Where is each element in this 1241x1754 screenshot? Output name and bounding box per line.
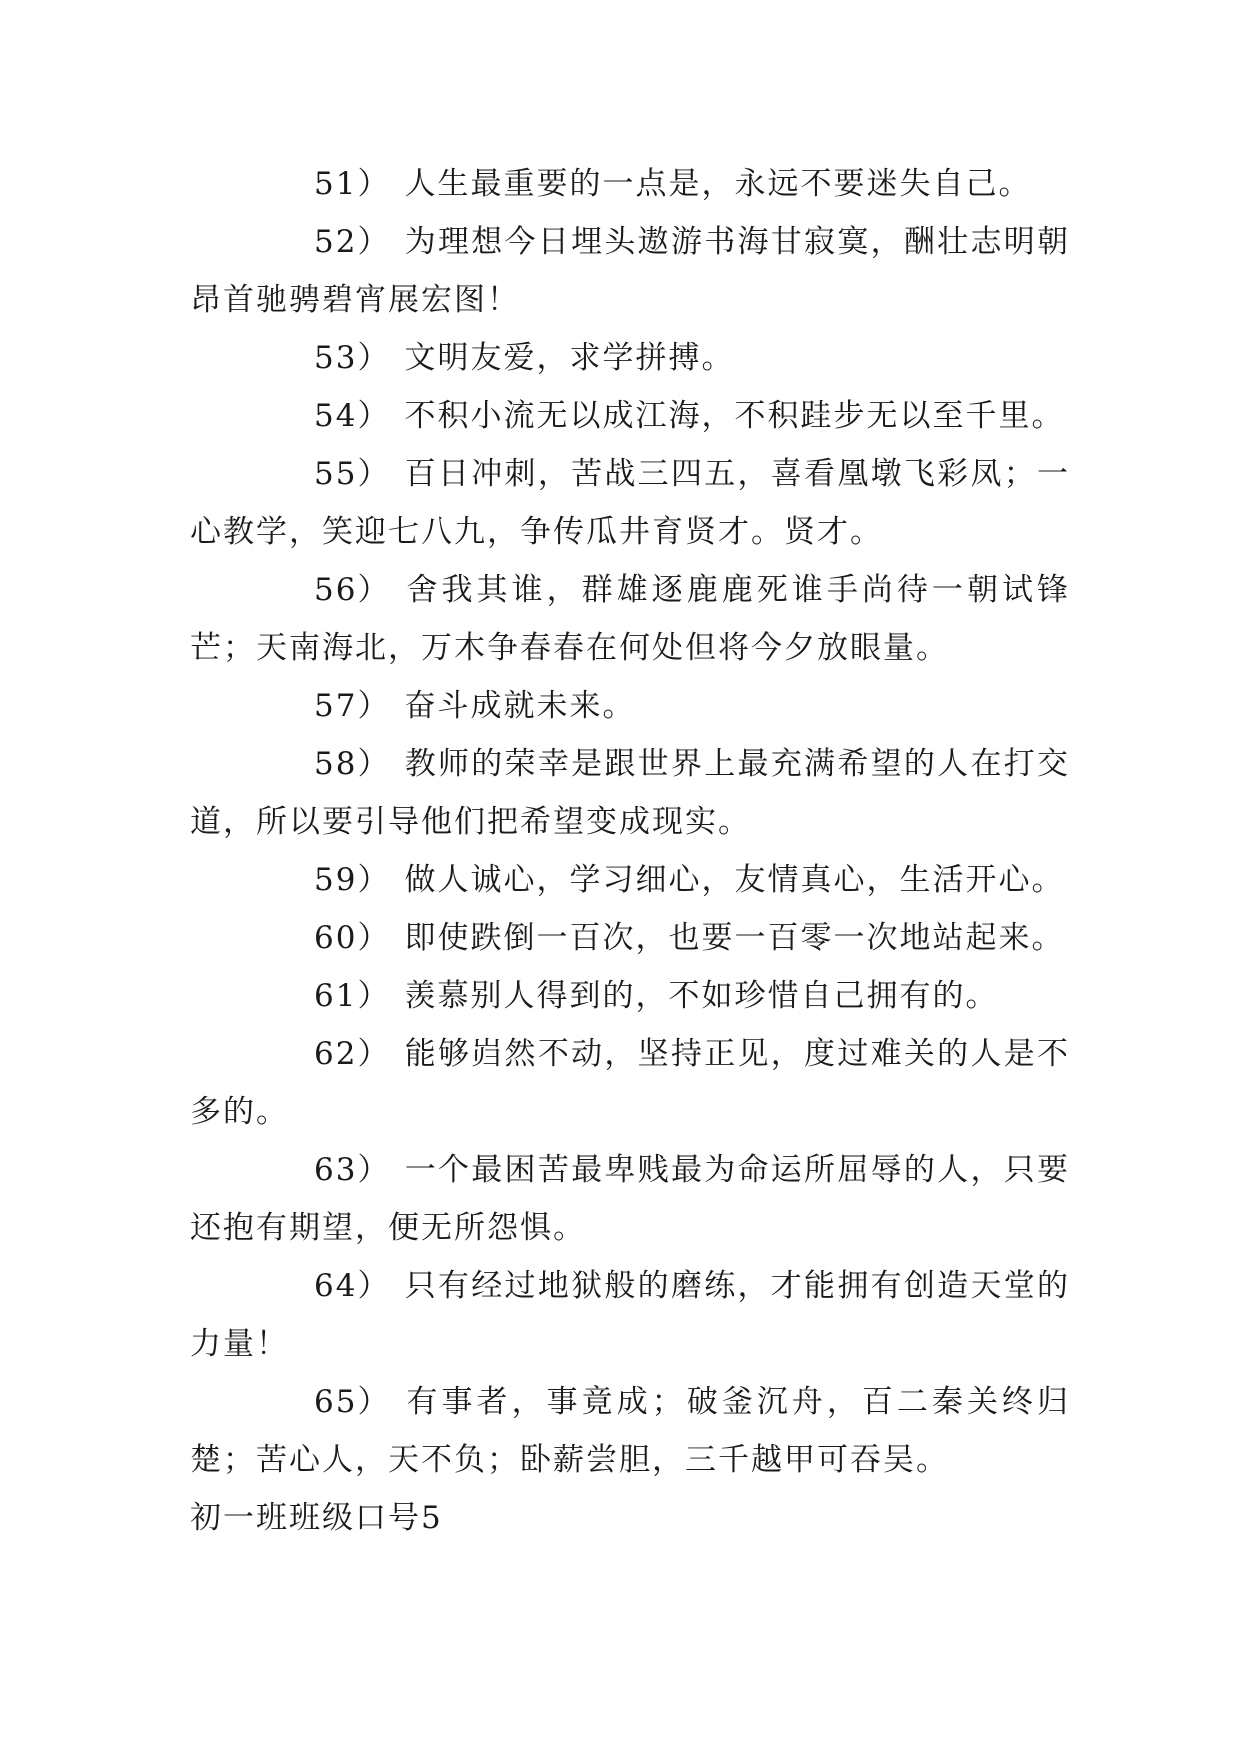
item-number: 61） (314, 978, 391, 1014)
item-text: 不积小流无以成江海，不积跬步无以至千里。 (404, 398, 1065, 434)
item-number: 56） (314, 572, 391, 608)
item-number: 63） (314, 1152, 391, 1188)
item-number: 52） (314, 224, 391, 260)
item-text: 人生最重要的一点是，永远不要迷失自己。 (404, 166, 1032, 202)
slogan-item (190, 967, 1070, 1025)
item-number: 60） (314, 920, 391, 956)
slogan-item (190, 155, 1070, 213)
slogan-item (190, 909, 1070, 967)
slogan-item (190, 677, 1070, 735)
slogan-item (190, 213, 1070, 329)
item-number: 58） (314, 746, 391, 782)
item-text: 百日冲刺，苦战三四五，喜看凰墩飞彩凤；一心教学，笑迎七八九，争传瓜井育贤才。贤才。 (190, 456, 1070, 550)
item-number: 62） (314, 1036, 391, 1072)
item-number: 59） (314, 862, 391, 898)
item-text: 为理想今日埋头遨游书海甘寂寞，酬壮志明朝昂首驰骋碧宵展宏图！ (190, 224, 1070, 318)
slogan-item (190, 1141, 1070, 1257)
item-text: 文明友爱，求学拼搏。 (404, 340, 735, 376)
item-text: 能够岿然不动，坚持正见，度过难关的人是不多的。 (190, 1036, 1070, 1130)
item-number: 64） (314, 1268, 391, 1304)
slogan-item (190, 1373, 1070, 1489)
slogan-item (190, 851, 1070, 909)
item-text: 一个最困苦最卑贱最为命运所屈辱的人，只要还抱有期望，便无所怨惧。 (190, 1152, 1070, 1246)
slogan-item (190, 1025, 1070, 1141)
item-text: 做人诚心，学习细心，友情真心，生活开心。 (404, 862, 1065, 898)
item-text: 有事者，事竟成；破釜沉舟，百二秦关终归楚；苦心人，天不负；卧薪尝胆，三千越甲可吞吴。 (190, 1384, 1070, 1478)
item-text: 奋斗成就未来。 (404, 688, 636, 724)
item-number: 53） (314, 340, 391, 376)
slogan-item (190, 329, 1070, 387)
document-body (190, 155, 1070, 1547)
slogan-item (190, 561, 1070, 677)
item-number: 54） (314, 398, 391, 434)
item-text: 舍我其谁，群雄逐鹿鹿死谁手尚待一朝试锋芒；天南海北，万木争春春在何处但将今夕放眼量。 (190, 572, 1070, 666)
item-text: 羡慕别人得到的，不如珍惜自己拥有的。 (404, 978, 999, 1014)
slogan-item (190, 445, 1070, 561)
section-heading: 初一班班级口号5 (190, 1500, 443, 1536)
slogan-item (190, 387, 1070, 445)
item-number: 57） (314, 688, 391, 724)
item-text: 即使跌倒一百次，也要一百零一次地站起来。 (404, 920, 1065, 956)
item-number: 65） (314, 1384, 391, 1420)
slogan-item (190, 1257, 1070, 1373)
item-number: 55） (314, 456, 391, 492)
item-number: 51） (314, 166, 391, 202)
item-text: 教师的荣幸是跟世界上最充满希望的人在打交道，所以要引导他们把希望变成现实。 (190, 746, 1070, 840)
item-text: 只有经过地狱般的磨练，才能拥有创造天堂的力量！ (190, 1268, 1070, 1362)
slogan-item (190, 735, 1070, 851)
